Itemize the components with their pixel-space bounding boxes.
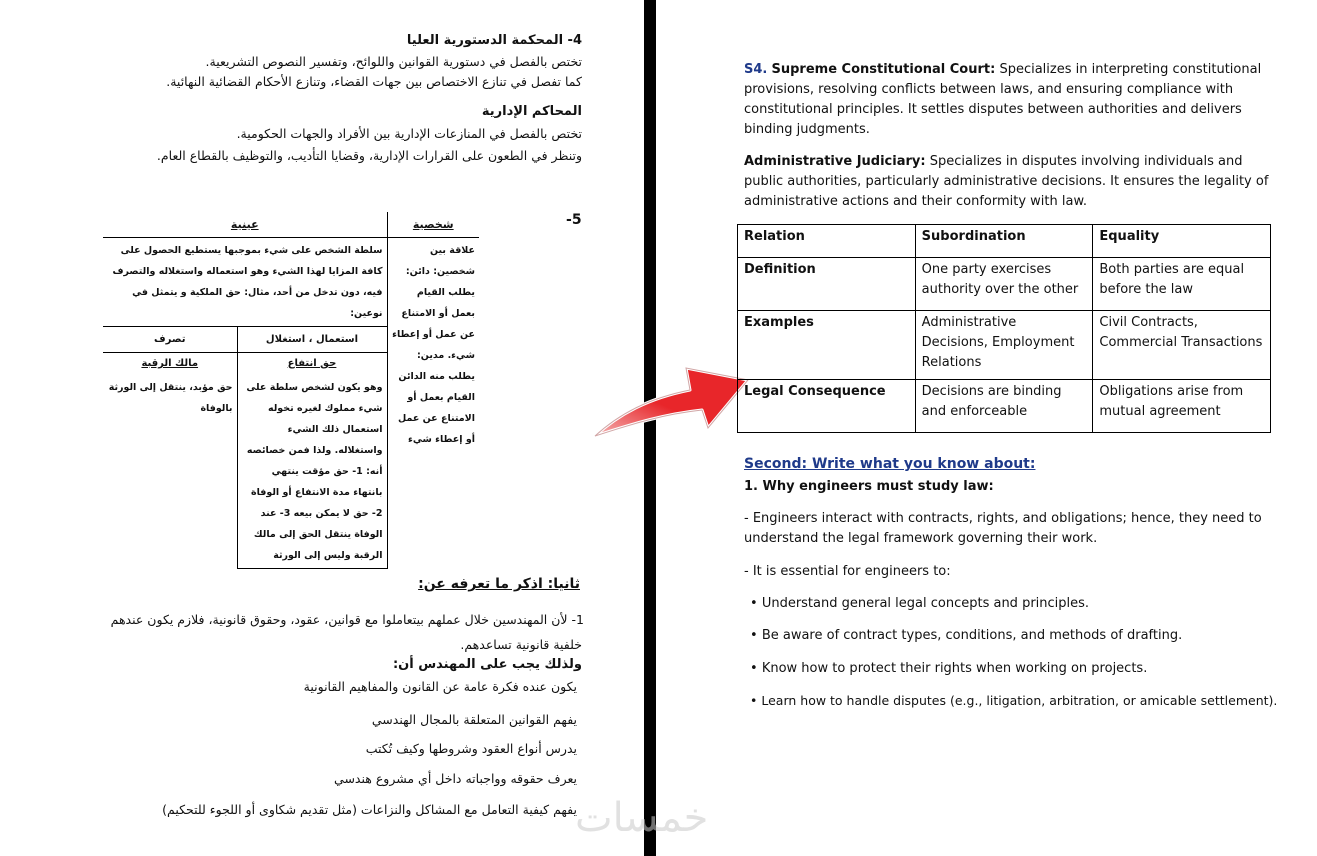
row-label: Examples — [738, 311, 916, 380]
s4-text: Specializes in interpreting constitutional provisions, resolving conflicts between laws, and ensuring compliance with constitutional principles. It settles disputes between authorities and delivers binding judgments. — [744, 62, 1262, 137]
usufruct-title: حق انتفاع — [237, 353, 387, 376]
second-q1: 1. Why engineers must study law: — [744, 479, 994, 494]
list-item: • Learn how to handle disputes (e.g., litigation, arbitration, or amicable settlement). — [750, 693, 1278, 708]
personal-right-cell: علاقة بين شخصين: دائن: يطلب القيام بعمل أو الامتناع عن عمل أو إعطاء شيء. مدين: يطلب منه الدائن القيام بعمل أو الامتناع عن عمل أو إعطاء شيء — [387, 238, 479, 569]
second-p2-ar: ولذلك يجب على المهندس أن: — [392, 657, 582, 672]
table-cell: One party exercises authority over the other — [915, 258, 1093, 311]
table-header-equality: Equality — [1093, 225, 1271, 258]
second-b2-ar: يفهم القوانين المتعلقة بالمجال الهندسي — [371, 712, 577, 727]
usufruct-text: وهو يكون لشخص سلطة على شيء مملوك لغيره تخوله استعمال ذلك الشيء واستغلاله. ولذا فمن خصائصه أنه: 1- حق مؤقت ينتهي بانتهاء مدة الانتفاع أو الوفاة 2- حق لا يمكن بيعه 3- عند الوفاة ينتقل الحق إلى مالك الرقبة وليس إلى الورثة — [237, 375, 387, 569]
list-item: • Know how to protect their rights when working on projects. — [750, 661, 1148, 676]
table-cell: Civil Contracts, Commercial Transactions — [1093, 311, 1271, 380]
second-b1-ar: يكون عنده فكرة عامة عن القانون والمفاهيم القانونية — [303, 679, 577, 694]
col-real-header: عينية — [103, 212, 387, 238]
admin-courts-line1: تختص بالفصل في المنازعات الإدارية بين الأفراد والجهات الحكومية. — [236, 126, 582, 141]
table-header-relation: Relation — [738, 225, 916, 258]
second-p2: - It is essential for engineers to: — [744, 564, 951, 579]
admin-courts-heading: المحاكم الإدارية — [481, 104, 582, 119]
s4-label: S4. — [744, 62, 768, 77]
bare-owner-title: مالك الرقبة — [141, 358, 199, 369]
admin-paragraph — [744, 152, 1274, 212]
watermark-logo: خمسات — [575, 795, 709, 841]
s4-paragraph — [744, 60, 1264, 140]
relation-table — [737, 224, 1271, 433]
list-item: • Understand general legal concepts and principles. — [750, 596, 1090, 611]
second-b4-ar: يعرف حقوقه وواجباته داخل أي مشروع هندسي — [334, 771, 577, 786]
table-cell: Both parties are equal before the law — [1093, 258, 1271, 311]
section4-line1: تختص بالفصل في دستورية القوانين واللوائح، وتفسير النصوص التشريعية. — [205, 54, 582, 69]
col-personal-header: شخصية — [387, 212, 479, 238]
bare-owner-text: حق مؤبد، ينتقل إلى الورثة بالوفاة — [108, 382, 233, 414]
sub-use-header: استعمال ، استغلال — [237, 327, 387, 353]
s4-title: Supreme Constitutional Court: — [771, 62, 996, 77]
second-b3-ar: يدرس أنواع العقود وشروطها وكيف تُكتب — [365, 741, 577, 756]
row-label: Definition — [738, 258, 916, 311]
real-right-intro: سلطة الشخص على شيء بموجبها يستطيع الحصول على كافة المزايا لهذا الشيء وهو استعماله واستغلاله والتصرف فيه، دون تدخل من أحد، مثال: حق الملكية و يتمثل في نوعين: — [103, 238, 387, 327]
table-cell: Decisions are binding and enforceable — [915, 380, 1093, 433]
table-row — [738, 258, 1271, 311]
second-heading: Second: Write what you know about: — [744, 456, 1036, 472]
second-p1: - Engineers interact with contracts, rights, and obligations; hence, they need to understand the legal framework governing their work. — [744, 511, 1262, 546]
second-p1b-ar: خلفية قانونية تساعدهم. — [460, 637, 582, 652]
item5-label: 5- — [566, 212, 582, 228]
table-cell: Obligations arise from mutual agreement — [1093, 380, 1271, 433]
table-cell: Administrative Decisions, Employment Relations — [915, 311, 1093, 380]
second-b5-ar: يفهم كيفية التعامل مع المشاكل والنزاعات (مثل تقديم شكاوى أو اللجوء للتحكيم) — [162, 802, 577, 817]
admin-text: Specializes in disputes involving individuals and public authorities, particularly administrative decisions. It ensures the legality of administrative actions and their conformity with law. — [744, 154, 1269, 209]
table-header-subordination: Subordination — [915, 225, 1093, 258]
table-row — [738, 311, 1271, 380]
table-row — [738, 380, 1271, 433]
row-label: Legal Consequence — [738, 380, 916, 433]
red-arrow-icon — [590, 318, 760, 443]
second-p1a-ar: 1- لأن المهندسين خلال عملهم بيتعاملوا مع قوانين، عقود، وحقوق قانونية، فلازم يكون عندهم — [110, 612, 584, 627]
admin-title: Administrative Judiciary: — [744, 154, 926, 169]
rights-comparison-table — [103, 212, 479, 569]
list-item: • Be aware of contract types, conditions, and methods of drafting. — [750, 628, 1183, 643]
section4-heading: 4- المحكمة الدستورية العليا — [406, 33, 582, 48]
section4-line2: كما تفصل في تنازع الاختصاص بين جهات القضاء، وتنازع الأحكام القضائية النهائية. — [166, 74, 582, 89]
second-heading-ar: ثانيا: اذكر ما تعرفه عن: — [418, 576, 580, 592]
admin-courts-line2: وتنظر في الطعون على القرارات الإدارية، وقضايا التأديب، والتوظيف بالقطاع العام. — [156, 148, 582, 163]
sub-dispose-header: تصرف — [103, 327, 237, 353]
